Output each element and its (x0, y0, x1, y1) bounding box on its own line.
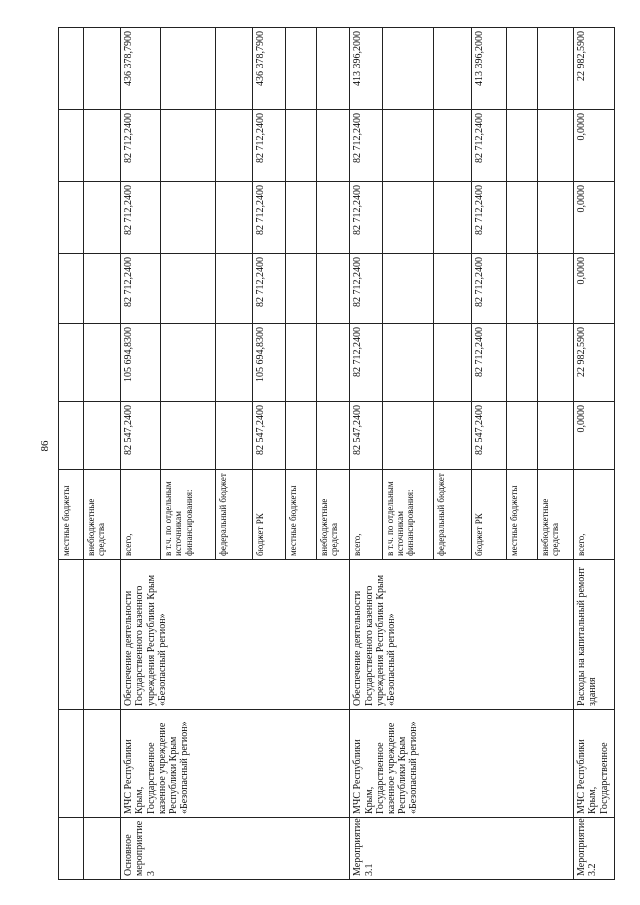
value-cell (433, 182, 471, 254)
value-cell (383, 110, 434, 182)
value-cell (316, 28, 350, 110)
value-cell: 0,0000 (574, 110, 615, 182)
value-cell (161, 324, 216, 402)
value-cell (316, 254, 350, 324)
value-cell (285, 324, 316, 402)
table-row (350, 28, 383, 880)
value-cell: 413 396,2000 (350, 28, 383, 110)
page-number: 86 (39, 440, 51, 452)
value-cell (59, 254, 84, 324)
value-cell: 82 712,2400 (350, 324, 383, 402)
value-cell: 82 547,2400 (121, 402, 161, 470)
value-cell: 436 378,7900 (121, 28, 161, 110)
value-cell: 82 712,2400 (350, 182, 383, 254)
value-cell (59, 402, 84, 470)
value-cell (84, 254, 121, 324)
name-cell (84, 560, 121, 710)
source-label: всего, (350, 470, 383, 560)
source-label: всего, (574, 470, 615, 560)
value-cell (161, 28, 216, 110)
source-label: внебюджетные средства (84, 470, 121, 560)
value-cell (538, 402, 574, 470)
value-cell (84, 182, 121, 254)
source-label: местные бюджеты (59, 470, 84, 560)
source-label: местные бюджеты (506, 470, 538, 560)
name-cell: Обеспечение деятельности Государственного казенного учреждения Республики Крым «Безопасный регион» (350, 560, 574, 710)
value-cell: 82 547,2400 (350, 402, 383, 470)
value-cell (433, 402, 471, 470)
table-row (84, 28, 121, 880)
source-label: внебюджетные средства (316, 470, 350, 560)
value-cell: 82 712,2400 (471, 254, 506, 324)
value-cell (316, 110, 350, 182)
value-cell (285, 182, 316, 254)
value-cell (59, 110, 84, 182)
value-cell (506, 28, 538, 110)
value-cell: 82 712,2400 (121, 254, 161, 324)
table-row (59, 28, 84, 880)
value-cell (433, 28, 471, 110)
value-cell: 82 712,2400 (471, 324, 506, 402)
value-cell (316, 182, 350, 254)
value-cell: 436 378,7900 (253, 28, 286, 110)
executor-cell: МЧС Республики Крым, Государственное (574, 710, 615, 818)
value-cell (59, 324, 84, 402)
value-cell (216, 254, 253, 324)
source-label: в т.ч. по отдельным источникам финансирования: (161, 470, 216, 560)
event-cell (59, 818, 84, 880)
name-cell: Расходы на капитальный ремонт здания (574, 560, 615, 710)
event-cell: Мероприятие 3.1 (350, 818, 574, 880)
value-cell (433, 324, 471, 402)
source-label: внебюджетные средства (538, 470, 574, 560)
value-cell (383, 324, 434, 402)
executor-cell (59, 710, 84, 818)
executor-cell (84, 710, 121, 818)
value-cell: 22 982,5900 (574, 324, 615, 402)
source-label: в т.ч. по отдельным источникам финансирования: (383, 470, 434, 560)
value-cell (506, 110, 538, 182)
value-cell (161, 110, 216, 182)
value-cell (538, 254, 574, 324)
source-label: бюджет РК (253, 470, 286, 560)
value-cell (383, 254, 434, 324)
value-cell: 105 694,8300 (253, 324, 286, 402)
value-cell (216, 110, 253, 182)
value-cell (433, 110, 471, 182)
value-cell (84, 28, 121, 110)
value-cell (161, 254, 216, 324)
value-cell: 82 712,2400 (350, 110, 383, 182)
source-label: местные бюджеты (285, 470, 316, 560)
value-cell (59, 182, 84, 254)
value-cell: 0,0000 (574, 182, 615, 254)
value-cell (316, 402, 350, 470)
value-cell (538, 324, 574, 402)
value-cell: 82 712,2400 (253, 182, 286, 254)
value-cell: 82 712,2400 (253, 110, 286, 182)
value-cell (285, 28, 316, 110)
value-cell (316, 324, 350, 402)
value-cell (84, 402, 121, 470)
value-cell (506, 182, 538, 254)
value-cell: 82 712,2400 (471, 110, 506, 182)
value-cell (161, 182, 216, 254)
value-cell (506, 254, 538, 324)
value-cell (383, 28, 434, 110)
value-cell (506, 324, 538, 402)
value-cell: 22 982,5900 (574, 28, 615, 110)
value-cell (285, 402, 316, 470)
value-cell (285, 110, 316, 182)
source-label: федеральный бюджет (216, 470, 253, 560)
value-cell (84, 110, 121, 182)
value-cell (59, 28, 84, 110)
value-cell (216, 402, 253, 470)
value-cell: 82 547,2400 (471, 402, 506, 470)
name-cell (59, 560, 84, 710)
value-cell: 413 396,2000 (471, 28, 506, 110)
value-cell (161, 402, 216, 470)
value-cell (538, 182, 574, 254)
source-label: бюджет РК (471, 470, 506, 560)
value-cell: 0,0000 (574, 402, 615, 470)
budget-table-rotated (58, 28, 615, 880)
source-label: федеральный бюджет (433, 470, 471, 560)
value-cell: 82 712,2400 (121, 182, 161, 254)
budget-table (58, 27, 615, 880)
value-cell: 82 547,2400 (253, 402, 286, 470)
table-row (121, 28, 161, 880)
value-cell (383, 402, 434, 470)
value-cell (538, 110, 574, 182)
value-cell (216, 28, 253, 110)
source-label: всего, (121, 470, 161, 560)
event-cell: Основное мероприятие 3 (121, 818, 350, 880)
event-cell: Мероприятие 3.2 (574, 818, 615, 880)
table-row (574, 28, 615, 880)
value-cell: 82 712,2400 (350, 254, 383, 324)
executor-cell: МЧС Республики Крым, Государственное казенное учреждение Республики Крым «Безопасный регион» (350, 710, 574, 818)
value-cell: 82 712,2400 (253, 254, 286, 324)
executor-cell: МЧС Республики Крым, Государственное казенное учреждение Республики Крым «Безопасный регион» (121, 710, 350, 818)
value-cell (433, 254, 471, 324)
value-cell (216, 182, 253, 254)
event-cell (84, 818, 121, 880)
value-cell (84, 324, 121, 402)
value-cell (285, 254, 316, 324)
value-cell: 82 712,2400 (121, 110, 161, 182)
value-cell: 0,0000 (574, 254, 615, 324)
value-cell: 82 712,2400 (471, 182, 506, 254)
value-cell (538, 28, 574, 110)
value-cell: 105 694,8300 (121, 324, 161, 402)
value-cell (506, 402, 538, 470)
name-cell: Обеспечение деятельности Государственного казенного учреждения Республики Крым «Безопасный регион» (121, 560, 350, 710)
value-cell (216, 324, 253, 402)
value-cell (383, 182, 434, 254)
